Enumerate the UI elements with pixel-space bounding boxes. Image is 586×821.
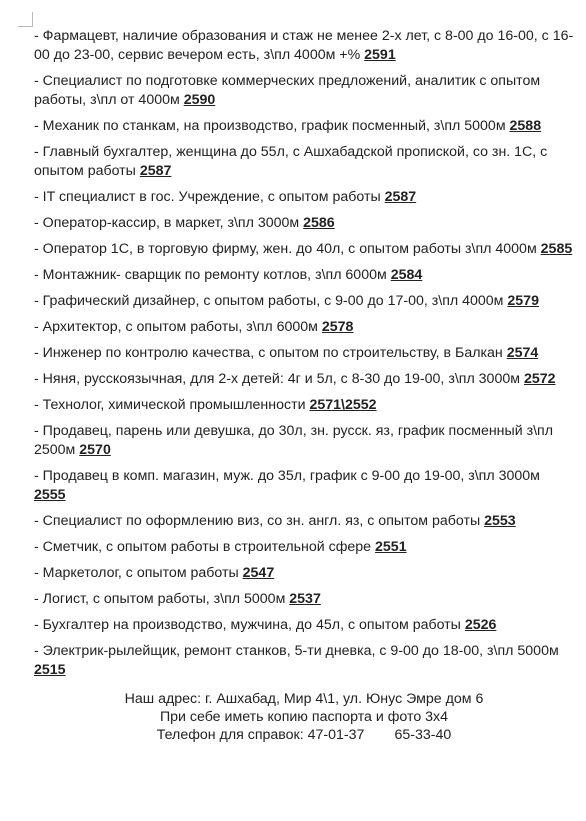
- vacancy-item: [34, 188, 574, 207]
- phone-secondary: 65-33-40: [394, 727, 452, 743]
- vacancy-item: [34, 344, 574, 363]
- vacancy-item: [34, 642, 574, 680]
- vacancy-code: 2555: [34, 487, 66, 503]
- vacancy-code: 2585: [540, 241, 573, 257]
- contact-footer: [34, 690, 574, 744]
- vacancy-item: [34, 27, 574, 65]
- vacancy-code: 2590: [183, 92, 216, 108]
- vacancy-item: [34, 467, 574, 505]
- vacancy-text: - Продавец в комп. магазин, муж. до 35л, график с 9-00 до 19-00, з\пл 3000м: [34, 468, 540, 484]
- vacancy-text: - Сметчик, с опытом работы в строительной сфере: [34, 539, 372, 555]
- vacancy-code: 2579: [507, 293, 539, 309]
- vacancy-text: - Специалист по подготовке коммерческих предложений, аналитик с опытом работы, з\пл от 4000м: [34, 73, 541, 108]
- page-corner-mark: [18, 12, 33, 27]
- passport-note: При себе иметь копию паспорта и фото 3х4: [159, 709, 449, 725]
- vacancy-item: [34, 512, 574, 531]
- vacancy-code: 2570: [79, 442, 111, 458]
- vacancy-code: 2586: [303, 215, 335, 231]
- vacancy-code: 2571\2552: [309, 397, 377, 413]
- vacancy-code: 2574: [506, 345, 539, 361]
- vacancy-text: - Логист, с опытом работы, з\пл 5000м: [34, 591, 286, 607]
- vacancy-item: [34, 117, 574, 136]
- vacancy-code: 2537: [289, 591, 321, 607]
- vacancy-text: - IT специалист в гос. Учреждение, с опытом работы: [34, 189, 381, 205]
- vacancy-text: - Технолог, химической промышленности: [34, 397, 306, 413]
- vacancy-item: [34, 266, 574, 285]
- vacancy-item: [34, 538, 574, 557]
- vacancy-item: [34, 422, 574, 460]
- vacancy-item: [34, 72, 574, 110]
- vacancy-text: - Монтажник- сварщик по ремонту котлов, з\пл 6000м: [34, 267, 387, 283]
- phone-primary: Телефон для справок: 47-01-37: [156, 727, 365, 743]
- vacancy-list: [34, 27, 574, 680]
- vacancy-item: [34, 214, 574, 233]
- vacancy-code: 2587: [384, 189, 417, 205]
- vacancy-code: 2526: [464, 617, 497, 633]
- vacancy-text: - Маркетолог, с опытом работы: [34, 565, 239, 581]
- vacancy-text: - Графический дизайнер, с опытом работы, с 9-00 до 17-00, з\пл 4000м: [34, 293, 504, 309]
- vacancy-item: [34, 240, 574, 259]
- vacancy-code: 2553: [484, 513, 516, 529]
- vacancy-code: 2588: [509, 118, 542, 134]
- vacancy-code: 2578: [321, 319, 354, 335]
- vacancy-item: [34, 143, 574, 181]
- vacancy-text: - Продавец, парень или девушка, до 30л, зн. русск. яз, график посменный з\пл 2500м: [34, 423, 553, 458]
- vacancy-text: - Электрик-рылейщик, ремонт станков, 5-ти дневка, с 9-00 до 18-00, з\пл 5000м: [34, 643, 559, 659]
- vacancy-code: 2572: [523, 371, 556, 387]
- vacancy-document: [34, 27, 574, 744]
- vacancy-text: - Архитектор, с опытом работы, з\пл 6000м: [34, 319, 318, 335]
- vacancy-text: - Оператор 1С, в торговую фирму, жен. до 40л, с опытом работы з\пл 4000м: [34, 241, 537, 257]
- address-line: Наш адрес: г. Ашхабад, Мир 4\1, ул. Юнус Эмре дом 6: [124, 691, 484, 707]
- vacancy-text: - Специалист по оформлению виз, со зн. англ. яз, с опытом работы: [34, 513, 481, 529]
- phone-line: [34, 726, 574, 744]
- vacancy-item: [34, 616, 574, 635]
- vacancy-item: [34, 590, 574, 609]
- vacancy-code: 2515: [34, 662, 66, 678]
- vacancy-text: - Фармацевт, наличие образования и стаж не менее 2-х лет, с 8-00 до 16-00, с 16-00 до 23-00, сервис вечером есть, з\пл 4000м +%: [34, 28, 574, 63]
- vacancy-text: - Бухгалтер на производство, мужчина, до 45л, с опытом работы: [34, 617, 461, 633]
- vacancy-code: 2547: [242, 565, 275, 581]
- vacancy-item: [34, 564, 574, 583]
- vacancy-text: - Оператор-кассир, в маркет, з\пл 3000м: [34, 215, 300, 231]
- vacancy-text: - Инженер по контролю качества, с опытом по строительству, в Балкан: [34, 345, 503, 361]
- vacancy-item: [34, 396, 574, 415]
- vacancy-item: [34, 318, 574, 337]
- vacancy-text: - Механик по станкам, на производство, график посменный, з\пл 5000м: [34, 118, 506, 134]
- vacancy-code: 2584: [390, 267, 423, 283]
- vacancy-text: - Няня, русскоязычная, для 2-х детей: 4г и 5л, с 8-30 до 19-00, з\пл 3000м: [34, 371, 520, 387]
- vacancy-code: 2587: [139, 163, 172, 179]
- vacancy-item: [34, 292, 574, 311]
- vacancy-item: [34, 370, 574, 389]
- vacancy-code: 2591: [364, 47, 396, 63]
- vacancy-text: - Главный бухгалтер, женщина до 55л, с Ашхабадской пропиской, со зн. 1С, с опытом работы: [34, 144, 548, 179]
- vacancy-code: 2551: [375, 539, 407, 555]
